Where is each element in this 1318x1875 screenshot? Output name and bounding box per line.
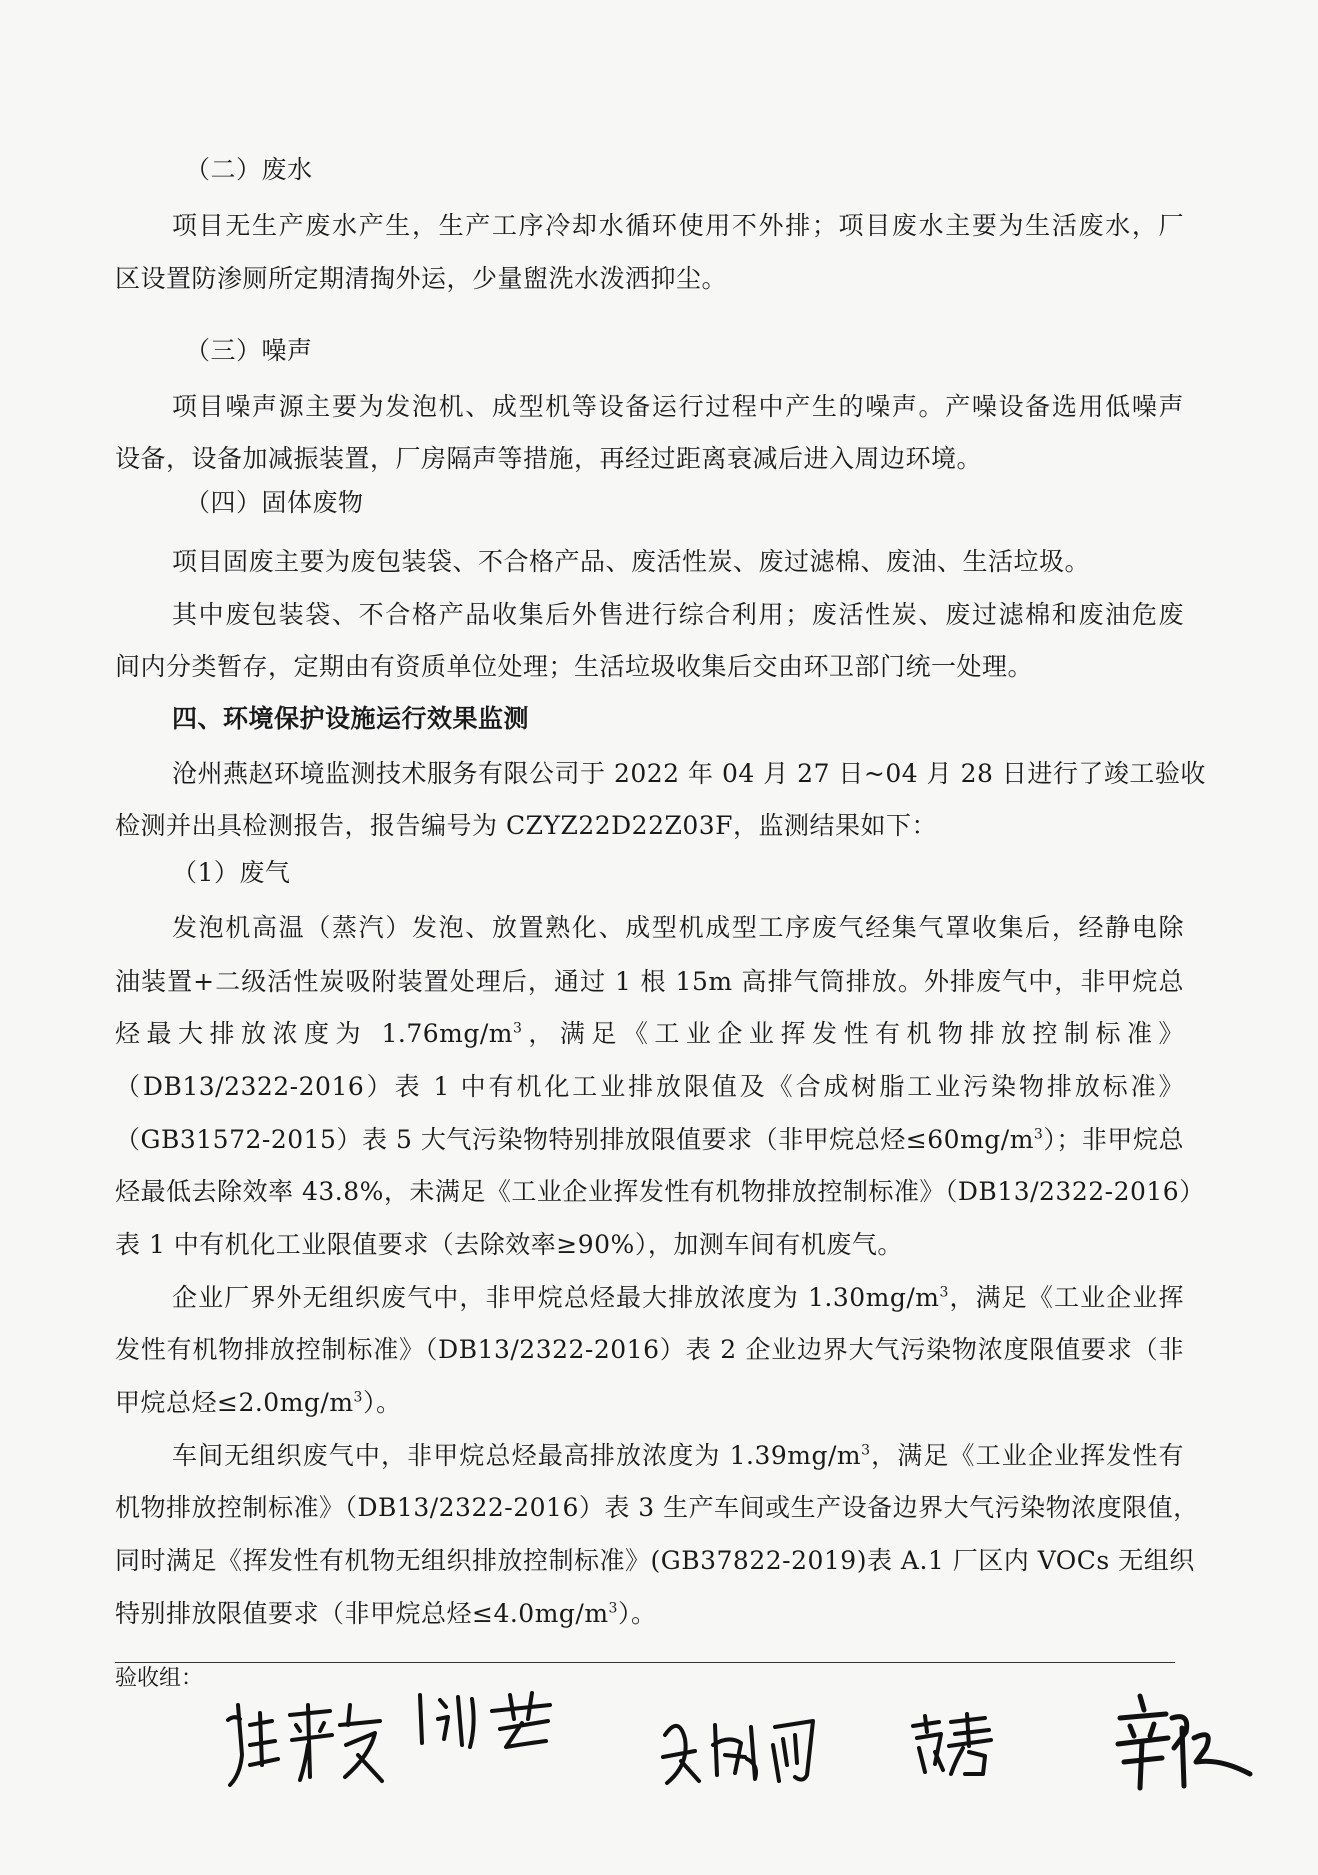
paragraph-line: 间内分类暂存，定期由有资质单位处理；生活垃圾收集后交由环卫部门统一处理。 [115, 652, 1034, 681]
paragraph-line: 项目噪声源主要为发泡机、成型机等设备运行过程中产生的噪声。产噪设备选用低噪声 [172, 392, 1184, 421]
paragraph-line: 表 1 中有机化工业限值要求（去除效率≥90%），加测车间有机废气。 [115, 1230, 903, 1259]
paragraph-line: 设备，设备加减振装置，厂房隔声等措施，再经过距离衰减后进入周边环境。 [115, 444, 983, 473]
paragraph-line: 特别排放限值要求（非甲烷总烃$\le 4.0mg/m^3$）。 [115, 1599, 657, 1628]
paragraph-line: 其中废包装袋、不合格产品收集后外售进行综合利用；废活性炭、废过滤棉和废油危废 [172, 600, 1184, 629]
paragraph-line: 油装置+二级活性炭吸附装置处理后，通过 1 根 15m 高排气筒排放。外排废气中，非甲烷总 [115, 967, 1184, 996]
paragraph-line: 机物排放控制标准》（DB13/2322-2016）表 3 生产车间或生产设备边界大气污染物浓度限值， [115, 1493, 1199, 1522]
section-heading-wastewater: （二）废水 [185, 155, 313, 184]
paragraph-line: 烃最大排放浓度为 $1.76mg/m^3$，满足《工业企业挥发性有机物排放控制标准》 [115, 1019, 1184, 1048]
paragraph-line: 项目无生产废水产生，生产工序冷却水循环使用不外排；项目废水主要为生活废水，厂 [172, 211, 1184, 240]
signature-4 [905, 1712, 995, 1782]
section-heading-noise: （三）噪声 [185, 336, 313, 365]
signature-5 [1110, 1688, 1260, 1798]
paragraph-line: 检测并出具检测报告，报告编号为 CZYZ22D22Z03F，监测结果如下： [115, 811, 938, 840]
paragraph-line: 甲烷总烃$\le 2.0mg/m^3$）。 [115, 1388, 402, 1417]
paragraph-line: 项目固废主要为废包装袋、不合格产品、废活性炭、废过滤棉、废油、生活垃圾。 [172, 547, 1091, 576]
signature-3 [655, 1705, 825, 1795]
acceptance-group-label: 验收组： [115, 1666, 204, 1691]
signature-2 [410, 1685, 570, 1765]
footer-divider [115, 1662, 1175, 1663]
paragraph-line: 发泡机高温（蒸汽）发泡、放置熟化、成型机成型工序废气经集气罩收集后，经静电除 [172, 913, 1184, 942]
paragraph-line: 车间无组织废气中，非甲烷总烃最高排放浓度为 $1.39mg/m^3$，满足《工业企业挥发性有 [172, 1441, 1184, 1470]
paragraph-line: 发性有机物排放控制标准》（DB13/2322-2016）表 2 企业边界大气污染物浓度限值要求（非 [115, 1335, 1184, 1364]
paragraph-line: 企业厂界外无组织废气中，非甲烷总烃最大排放浓度为 $1.30mg/m^3$，满足《工业企业挥 [172, 1283, 1184, 1312]
section-heading-solid-waste: （四）固体废物 [185, 488, 364, 517]
section-heading-exhaust: （1）废气 [172, 858, 291, 887]
signature-1 [220, 1685, 390, 1795]
paragraph-line: （GB31572-2015）表 5 大气污染物特别排放限值要求（非甲烷总烃$\le 60mg/m^3$）；非甲烷总 [115, 1125, 1184, 1154]
paragraph-line: 同时满足《挥发性有机物无组织排放控制标准》(GB37822-2019)表 A.1 厂区内 VOCs 无组织 [115, 1546, 1195, 1575]
section-heading-monitoring: 四、环境保护设施运行效果监测 [172, 704, 530, 733]
paragraph-line: 沧州燕赵环境监测技术服务有限公司于 2022 年 04 月 27 日~04 月 28 日进行了竣工验收 [172, 759, 1206, 788]
paragraph-line: 烃最低去除效率 43.8%，未满足《工业企业挥发性有机物排放控制标准》（DB13/2322-2016） [115, 1177, 1205, 1206]
paragraph-line: 区设置防渗厕所定期清掏外运，少量盥洗水泼洒抑尘。 [115, 264, 728, 293]
paragraph-line: （DB13/2322-2016）表 1 中有机化工业排放限值及《合成树脂工业污染物排放标准》 [115, 1072, 1184, 1101]
